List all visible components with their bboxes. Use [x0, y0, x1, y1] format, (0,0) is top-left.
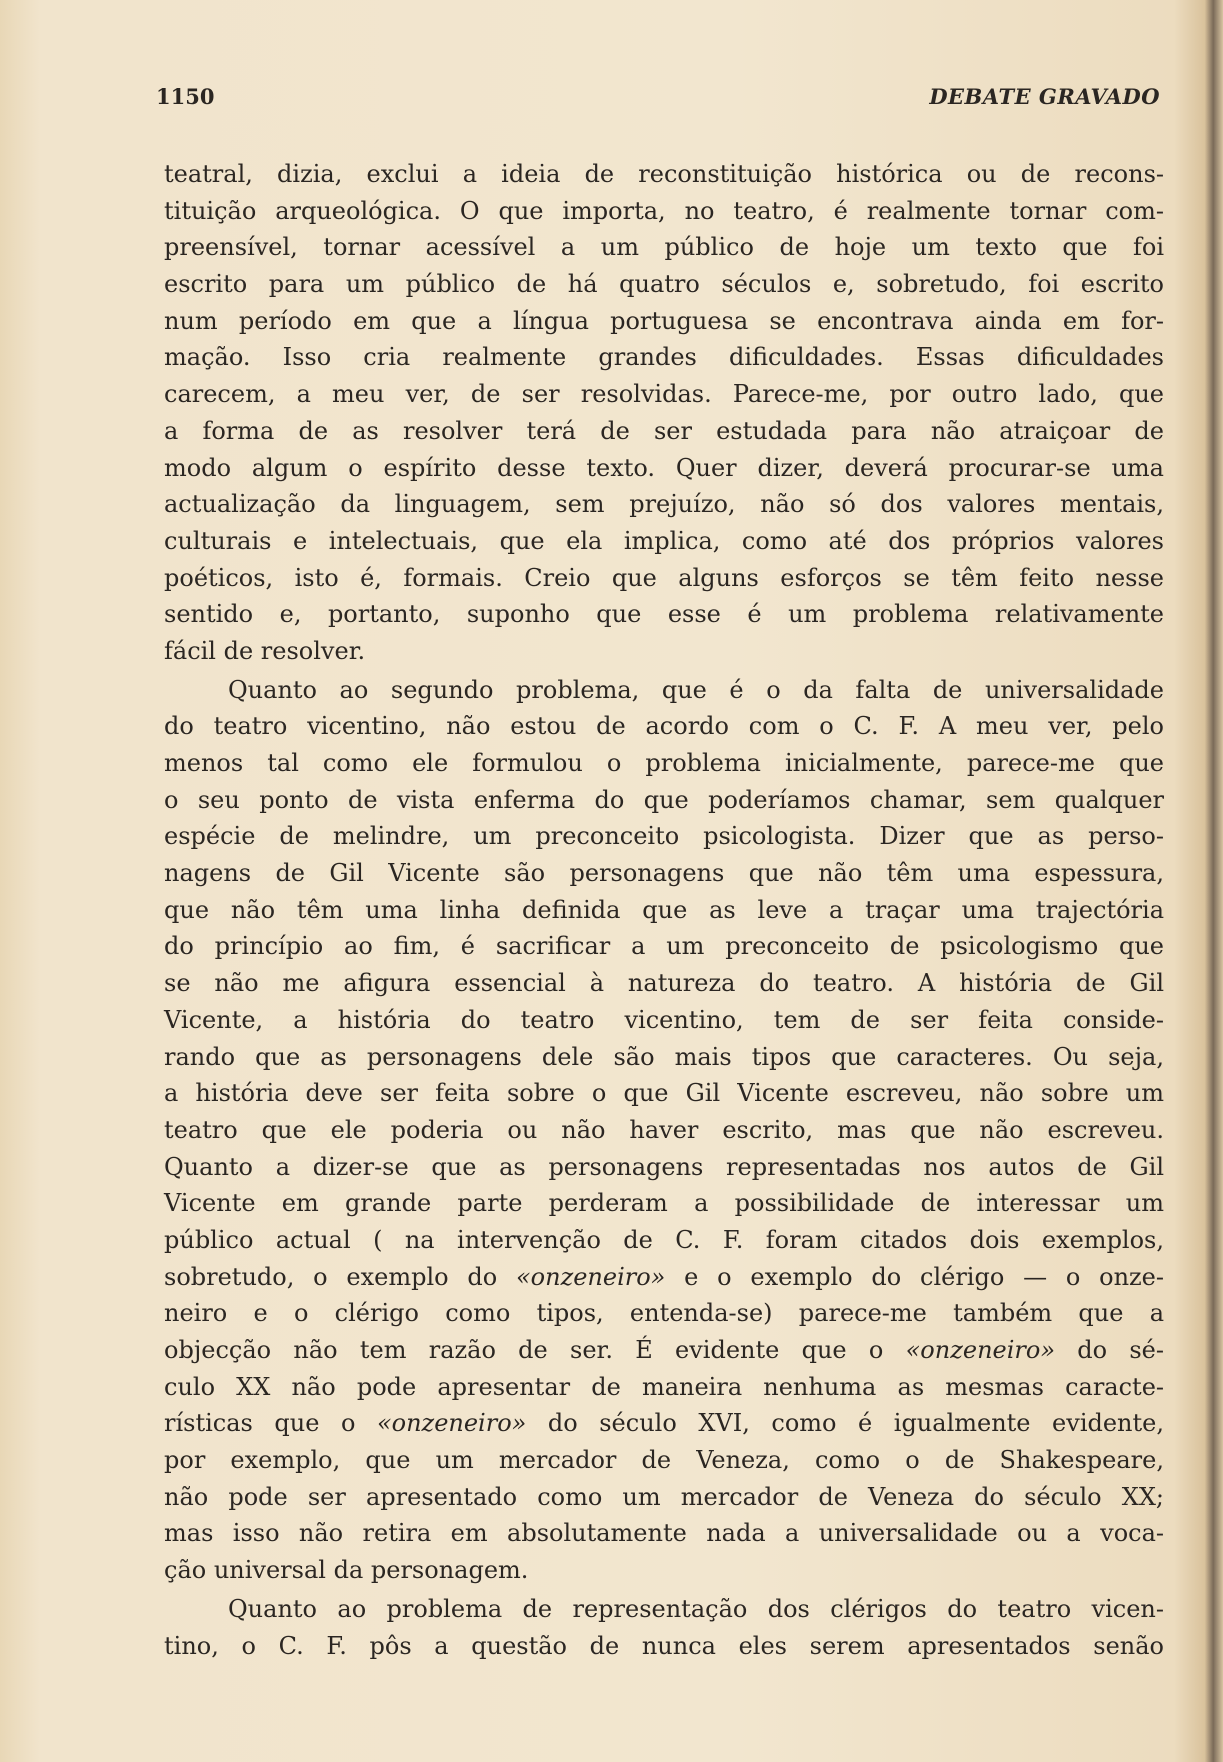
text-line	[164, 413, 1164, 450]
text-run: do princípio ao fim, é sacrificar a um preconceito de psicologismo que	[164, 932, 1164, 961]
text-line	[164, 892, 1164, 929]
text-run: culturais e intelectuais, que ela implica, como até dos próprios valores	[164, 526, 1164, 555]
text-line	[164, 855, 1164, 892]
text-line	[164, 1112, 1164, 1149]
italic-term: «onzeneiro»	[376, 1409, 527, 1438]
text-run: rísticas que o	[164, 1409, 377, 1438]
text-run: menos tal como ele formulou o problema inicialmente, parece-me que	[164, 749, 1164, 777]
text-line	[164, 560, 1164, 597]
text-run: nagens de Gil Vicente são personagens que não têm uma espessura,	[164, 859, 1164, 888]
text-run: não pode ser apresentado como um mercador de Veneza do século XX;	[164, 1482, 1164, 1511]
running-title: DEBATE GRAVADO	[929, 84, 1160, 109]
text-line	[164, 782, 1164, 819]
page-header	[156, 84, 1160, 114]
text-line	[164, 745, 1164, 782]
text-line	[164, 303, 1164, 340]
text-line	[164, 672, 1164, 709]
text-line	[164, 1039, 1164, 1076]
text-run: tituição arqueológica. O que importa, no teatro, é realmente tornar com-	[164, 196, 1164, 225]
text-line	[164, 1628, 1164, 1665]
text-run: objecção não tem razão de ser. É evidente que o	[164, 1336, 906, 1364]
text-run: Quanto ao problema de representação dos clérigos do teatro vicen-	[228, 1594, 1164, 1623]
text-run: sentido e, portanto, suponho que esse é um problema relativamente	[164, 600, 1164, 629]
text-run: se não me afigura essencial à natureza do teatro. A história de Gil	[164, 969, 1164, 998]
text-run: teatral, dizia, exclui a ideia de reconstituição histórica ou de recons-	[164, 160, 1164, 188]
text-line	[164, 1405, 1164, 1442]
text-line	[164, 1185, 1164, 1222]
paragraph	[164, 1591, 1164, 1664]
text-line	[164, 1075, 1164, 1112]
text-line	[164, 1552, 1164, 1589]
text-line	[164, 596, 1164, 633]
text-line	[164, 965, 1164, 1002]
text-run: tino, o C. F. pôs a questão de nunca eles serem apresentados senão	[164, 1631, 1164, 1660]
text-run: preensível, tornar acessível a um público de hoje um texto que foi	[164, 233, 1164, 262]
text-line	[164, 1332, 1164, 1369]
text-line	[164, 376, 1164, 413]
text-line	[164, 486, 1164, 523]
text-run: rando que as personagens dele são mais tipos que caracteres. Ou seja,	[164, 1042, 1164, 1071]
text-run: do século XVI, como é igualmente evidente,	[526, 1409, 1164, 1438]
text-line	[164, 193, 1164, 230]
text-run: espécie de melindre, um preconceito psicologista. Dizer que as perso-	[164, 822, 1164, 851]
text-run: sobretudo, o exemplo do	[164, 1262, 516, 1291]
page-number: 1150	[156, 84, 215, 109]
text-run: que não têm uma linha definida que as leve a traçar uma trajectória	[164, 895, 1164, 924]
text-run: Vicente, a história do teatro vicentino, tem de ser feita conside-	[164, 1005, 1164, 1034]
text-line	[164, 229, 1164, 266]
paragraph	[164, 672, 1164, 1589]
text-run: teatro que ele poderia ou não haver escrito, mas que não escreveu.	[164, 1115, 1164, 1144]
text-run: Vicente em grande parte perderam a possibilidade de interessar um	[164, 1189, 1164, 1218]
text-run: Quanto ao segundo problema, que é o da falta de universalidade	[228, 675, 1164, 704]
italic-term: «onzeneiro»	[515, 1262, 666, 1291]
text-run: do sé-	[1055, 1336, 1164, 1364]
text-line	[164, 1222, 1164, 1259]
text-run: a forma de as resolver terá de ser estudada para não atraiçoar de	[164, 416, 1164, 445]
text-run: escrito para um público de há quatro séculos e, sobretudo, foi escrito	[164, 270, 1164, 299]
text-run: por exemplo, que um mercador de Veneza, como o de Shakespeare,	[164, 1446, 1164, 1475]
text-line	[164, 339, 1164, 376]
text-run: mação. Isso cria realmente grandes dificuldades. Essas dificuldades	[164, 343, 1164, 372]
paragraph	[164, 156, 1164, 670]
text-run: a história deve ser feita sobre o que Gil Vicente escreveu, não sobre um	[164, 1079, 1164, 1108]
text-run: poéticos, isto é, formais. Creio que alguns esforços se têm feito nesse	[164, 563, 1164, 592]
text-line	[164, 450, 1164, 487]
text-run: modo algum o espírito desse texto. Quer dizer, deverá procurar-se uma	[164, 453, 1164, 482]
text-line	[164, 266, 1164, 303]
italic-term: «onzeneiro»	[905, 1336, 1056, 1364]
text-run: ção universal da personagem.	[164, 1556, 529, 1585]
text-line	[164, 818, 1164, 855]
text-run: fácil de resolver.	[164, 636, 366, 665]
text-line	[164, 928, 1164, 965]
text-line	[164, 1591, 1164, 1628]
text-run: mas isso não retira em absolutamente nada a universalidade ou a voca-	[164, 1519, 1164, 1548]
text-run: carecem, a meu ver, de ser resolvidas. Parece-me, por outro lado, que	[164, 380, 1164, 409]
text-line	[164, 1479, 1164, 1516]
text-run: do teatro vicentino, não estou de acordo com o C. F. A meu ver, pelo	[164, 712, 1164, 741]
text-line	[164, 156, 1164, 193]
text-run: o seu ponto de vista enferma do que poderíamos chamar, sem qualquer	[164, 785, 1164, 814]
text-run: e o exemplo do clérigo — o onze-	[665, 1262, 1164, 1291]
body-text	[164, 156, 1164, 1666]
text-line	[164, 1149, 1164, 1186]
text-run: neiro e o clérigo como tipos, entenda-se) parece-me também que a	[164, 1299, 1164, 1328]
text-line	[164, 1002, 1164, 1039]
text-run: culo XX não pode apresentar de maneira nenhuma as mesmas caracte-	[164, 1372, 1164, 1401]
text-line	[164, 1369, 1164, 1406]
text-run: actualização da linguagem, sem prejuízo, não só dos valores mentais,	[164, 490, 1164, 519]
text-line	[164, 1515, 1164, 1552]
text-run: num período em que a língua portuguesa se encontrava ainda em for-	[164, 306, 1164, 335]
text-line	[164, 1295, 1164, 1332]
text-line	[164, 1442, 1164, 1479]
text-line	[164, 1259, 1164, 1296]
text-line	[164, 523, 1164, 560]
text-line	[164, 633, 1164, 670]
text-run: Quanto a dizer-se que as personagens representadas nos autos de Gil	[164, 1152, 1164, 1181]
text-line	[164, 708, 1164, 745]
text-run: público actual ( na intervenção de C. F. foram citados dois exemplos,	[164, 1225, 1164, 1254]
